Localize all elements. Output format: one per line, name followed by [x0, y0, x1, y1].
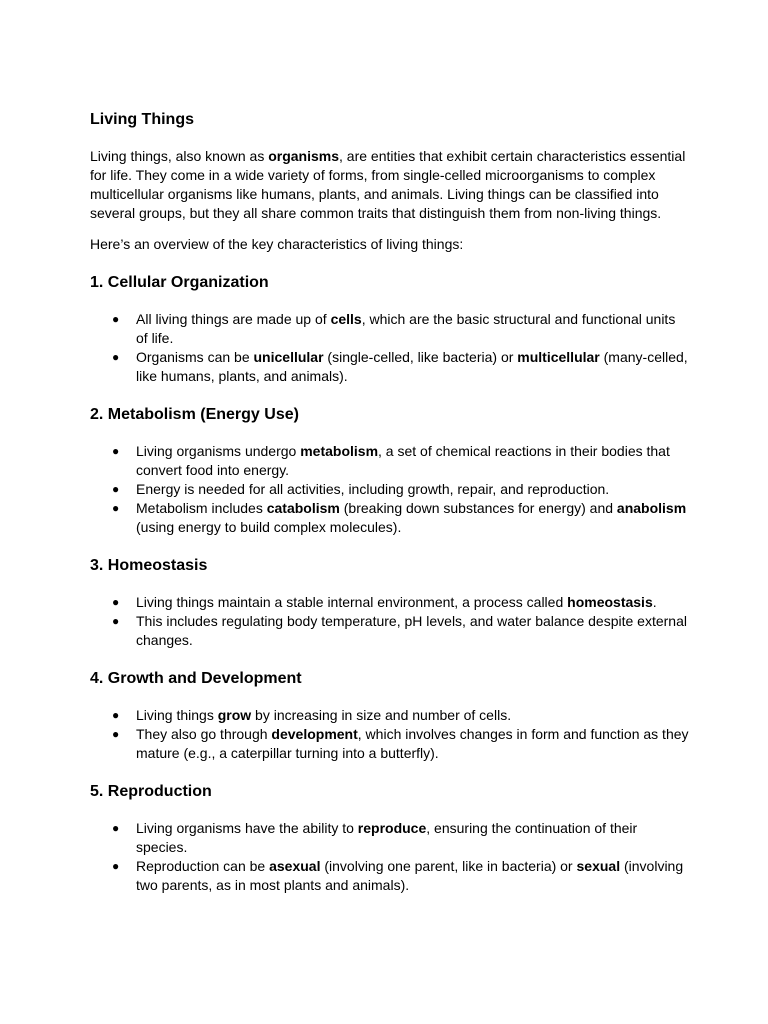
section-heading: 3. Homeostasis [90, 557, 208, 574]
bullet-list [90, 593, 690, 650]
bold-term: unicellular [253, 349, 324, 365]
document-title: Living Things [90, 111, 194, 128]
bullet-list [90, 706, 690, 763]
bold-term: asexual [269, 858, 321, 874]
bullet-icon: ● [112, 821, 120, 835]
document-page [90, 110, 690, 895]
section-heading: 1. Cellular Organization [90, 274, 269, 291]
list-item: ● Metabolism includes catabolism (breaking down substances for energy) and anabolism (using energy to build complex molecules). [112, 500, 687, 535]
bold-term: multicellular [517, 349, 600, 365]
section-heading: 2. Metabolism (Energy Use) [90, 406, 299, 423]
list-item: ● This includes regulating body temperature, pH levels, and water balance despite external changes. [112, 613, 687, 648]
sections-container [90, 273, 690, 895]
list-item: ● Living organisms undergo metabolism, a set of chemical reactions in their bodies that convert food into energy. [112, 443, 670, 478]
bold-term: organisms [268, 148, 340, 164]
list-item: ● They also go through development, which involves changes in form and function as they mature (e.g., a caterpillar turning into a butterfly). [112, 726, 689, 761]
bold-term: metabolism [300, 443, 379, 459]
list-item: ● Energy is needed for all activities, including growth, repair, and reproduction. [112, 481, 610, 497]
bullet-icon: ● [112, 859, 120, 873]
bullet-icon: ● [112, 482, 120, 496]
list-item: ● Living organisms have the ability to reproduce, ensuring the continuation of their species. [112, 820, 638, 855]
bullet-icon: ● [112, 595, 120, 609]
bold-term: catabolism [266, 500, 340, 516]
bold-term: development [271, 726, 358, 742]
section-heading: 5. Reproduction [90, 783, 212, 800]
characteristic-section [90, 669, 690, 763]
bullet-list [90, 310, 690, 386]
bullet-icon: ● [112, 727, 120, 741]
characteristic-section [90, 556, 690, 650]
bullet-icon: ● [112, 614, 120, 628]
list-item: ● All living things are made up of cells, which are the basic structural and functional units of life. [112, 311, 676, 346]
characteristic-section [90, 405, 690, 537]
characteristic-section [90, 782, 690, 895]
intro-paragraph: Living things, also known as organisms, are entities that exhibit certain characteristics essential for life. They come in a wide variety of forms, from single-celled microorganisms to complex multicellular organisms like humans, plants, and animals. Living things can be classified into several groups, but they all share common traits that distinguish them from non-living things. [90, 148, 686, 221]
bold-term: cells [330, 311, 362, 327]
bold-term: reproduce [357, 820, 427, 836]
bullet-icon: ● [112, 708, 120, 722]
intro-paragraph: Here’s an overview of the key characteristics of living things: [90, 236, 464, 252]
list-item: ● Organisms can be unicellular (single-celled, like bacteria) or multicellular (many-celled, like humans, plants, and animals). [112, 349, 688, 384]
bold-term: sexual [576, 858, 621, 874]
bullet-icon: ● [112, 312, 120, 326]
section-heading: 4. Growth and Development [90, 670, 302, 687]
bullet-list [90, 819, 690, 895]
list-item: ● Living things maintain a stable internal environment, a process called homeostasis. [112, 594, 657, 610]
bullet-list [90, 442, 690, 537]
bold-term: grow [217, 707, 252, 723]
bold-term: homeostasis [567, 594, 653, 610]
bullet-icon: ● [112, 501, 120, 515]
bullet-icon: ● [112, 350, 120, 364]
list-item: ● Living things grow by increasing in size and number of cells. [112, 707, 512, 723]
characteristic-section [90, 273, 690, 386]
bold-term: anabolism [616, 500, 687, 516]
bullet-icon: ● [112, 444, 120, 458]
intro-block [90, 147, 690, 254]
list-item: ● Reproduction can be asexual (involving one parent, like in bacteria) or sexual (involving two parents, as in most plants and animals). [112, 858, 684, 893]
